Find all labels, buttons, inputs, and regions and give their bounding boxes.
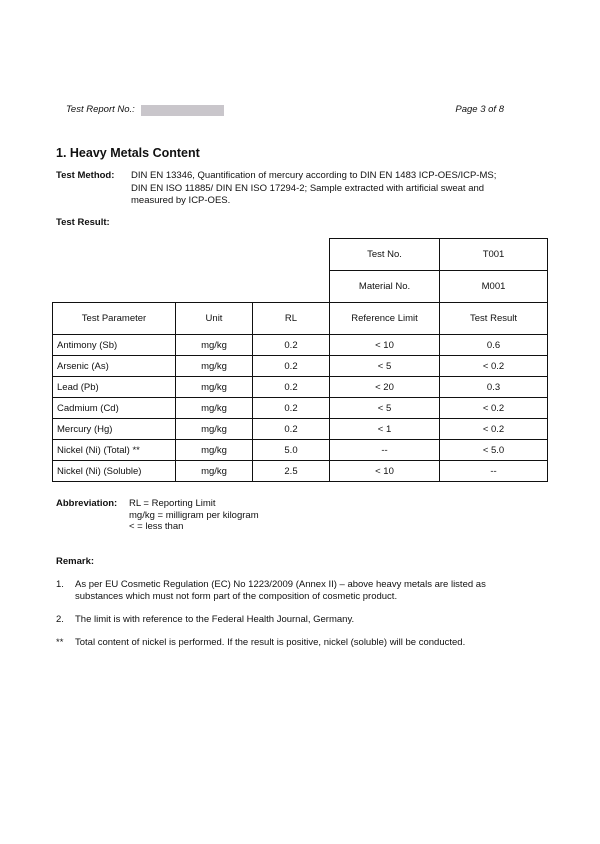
table-row <box>53 356 548 377</box>
table-cell: mg/kg <box>176 419 253 440</box>
table-cell: -- <box>440 461 548 482</box>
remark-item <box>56 637 526 649</box>
abbreviation-label: Abbreviation: <box>56 498 118 509</box>
table-cell: < 20 <box>330 377 440 398</box>
table-cell: < 10 <box>330 335 440 356</box>
table-cell: Cadmium (Cd) <box>53 398 176 419</box>
test-no-row <box>53 239 548 271</box>
page-header <box>66 104 504 118</box>
section-title: 1. Heavy Metals Content <box>56 146 200 160</box>
table-cell: mg/kg <box>176 440 253 461</box>
table-cell: 0.2 <box>253 335 330 356</box>
material-no-value: M001 <box>440 271 548 303</box>
test-method-line: measured by ICP-OES. <box>131 195 231 206</box>
material-no-row <box>53 271 548 303</box>
remark-text: The limit is with reference to the Federal Health Journal, Germany. <box>75 614 355 625</box>
table-row <box>53 440 548 461</box>
table-cell: Nickel (Ni) (Total) ** <box>53 440 176 461</box>
table-cell: mg/kg <box>176 356 253 377</box>
table-cell: Nickel (Ni) (Soluble) <box>53 461 176 482</box>
table-row <box>53 398 548 419</box>
table-cell: 0.2 <box>253 398 330 419</box>
table-row <box>53 335 548 356</box>
test-no-label: Test No. <box>330 239 440 271</box>
abbreviation-item: < = less than <box>129 521 184 532</box>
redacted-report-number <box>141 105 224 116</box>
table-cell: < 0.2 <box>440 398 548 419</box>
column-header: Test Parameter <box>53 303 176 335</box>
table-cell: Antimony (Sb) <box>53 335 176 356</box>
table-row <box>53 377 548 398</box>
remark-marker: ** <box>56 637 64 648</box>
test-method-text <box>131 170 531 208</box>
table-cell: < 5 <box>330 356 440 377</box>
abbreviation-item: mg/kg = milligram per kilogram <box>129 509 259 521</box>
page-number: Page 3 of 8 <box>455 104 504 115</box>
table-cell: Lead (Pb) <box>53 377 176 398</box>
table-row <box>53 419 548 440</box>
table-row <box>53 461 548 482</box>
remark-item <box>56 579 526 603</box>
table-header-row <box>53 303 548 335</box>
column-header: Unit <box>176 303 253 335</box>
table-cell: < 5 <box>330 398 440 419</box>
test-method-line: DIN EN ISO 11885/ DIN EN ISO 17294-2; Sample extracted with artificial sweat and <box>131 182 485 194</box>
abbreviation-list <box>129 498 259 533</box>
table-cell: < 10 <box>330 461 440 482</box>
table-cell: mg/kg <box>176 461 253 482</box>
table-cell: < 1 <box>330 419 440 440</box>
column-header: RL <box>253 303 330 335</box>
abbreviation-item: RL = Reporting Limit <box>129 498 216 509</box>
test-result-label: Test Result: <box>56 217 110 228</box>
table-cell: 0.2 <box>253 377 330 398</box>
test-no-value: T001 <box>440 239 548 271</box>
results-table <box>52 238 548 482</box>
table-cell: 0.2 <box>253 419 330 440</box>
table-cell: -- <box>330 440 440 461</box>
table-cell: 0.3 <box>440 377 548 398</box>
report-number-label: Test Report No.: <box>66 104 135 115</box>
table-cell: < 0.2 <box>440 356 548 377</box>
remark-item <box>56 614 526 626</box>
table-cell: < 5.0 <box>440 440 548 461</box>
remark-marker: 1. <box>56 579 64 590</box>
material-no-label: Material No. <box>330 271 440 303</box>
table-cell: 2.5 <box>253 461 330 482</box>
table-cell: 0.6 <box>440 335 548 356</box>
column-header: Reference Limit <box>330 303 440 335</box>
remark-label: Remark: <box>56 556 95 567</box>
table-cell: < 0.2 <box>440 419 548 440</box>
table-cell: mg/kg <box>176 335 253 356</box>
remark-text: Total content of nickel is performed. If the result is positive, nickel (soluble) will be conducted. <box>75 637 466 648</box>
table-cell: Arsenic (As) <box>53 356 176 377</box>
remark-marker: 2. <box>56 614 64 625</box>
table-cell: mg/kg <box>176 398 253 419</box>
remark-text: As per EU Cosmetic Regulation (EC) No 1223/2009 (Annex II) – above heavy metals are listed as substances which must not form part of the composition of cosmetic product. <box>75 579 486 602</box>
test-method-line: DIN EN 13346, Quantification of mercury according to DIN EN 1483 ICP-OES/ICP-MS; <box>131 170 497 181</box>
table-cell: 5.0 <box>253 440 330 461</box>
table-cell: Mercury (Hg) <box>53 419 176 440</box>
test-method-label: Test Method: <box>56 170 115 181</box>
column-header: Test Result <box>440 303 548 335</box>
table-cell: 0.2 <box>253 356 330 377</box>
table-cell: mg/kg <box>176 377 253 398</box>
